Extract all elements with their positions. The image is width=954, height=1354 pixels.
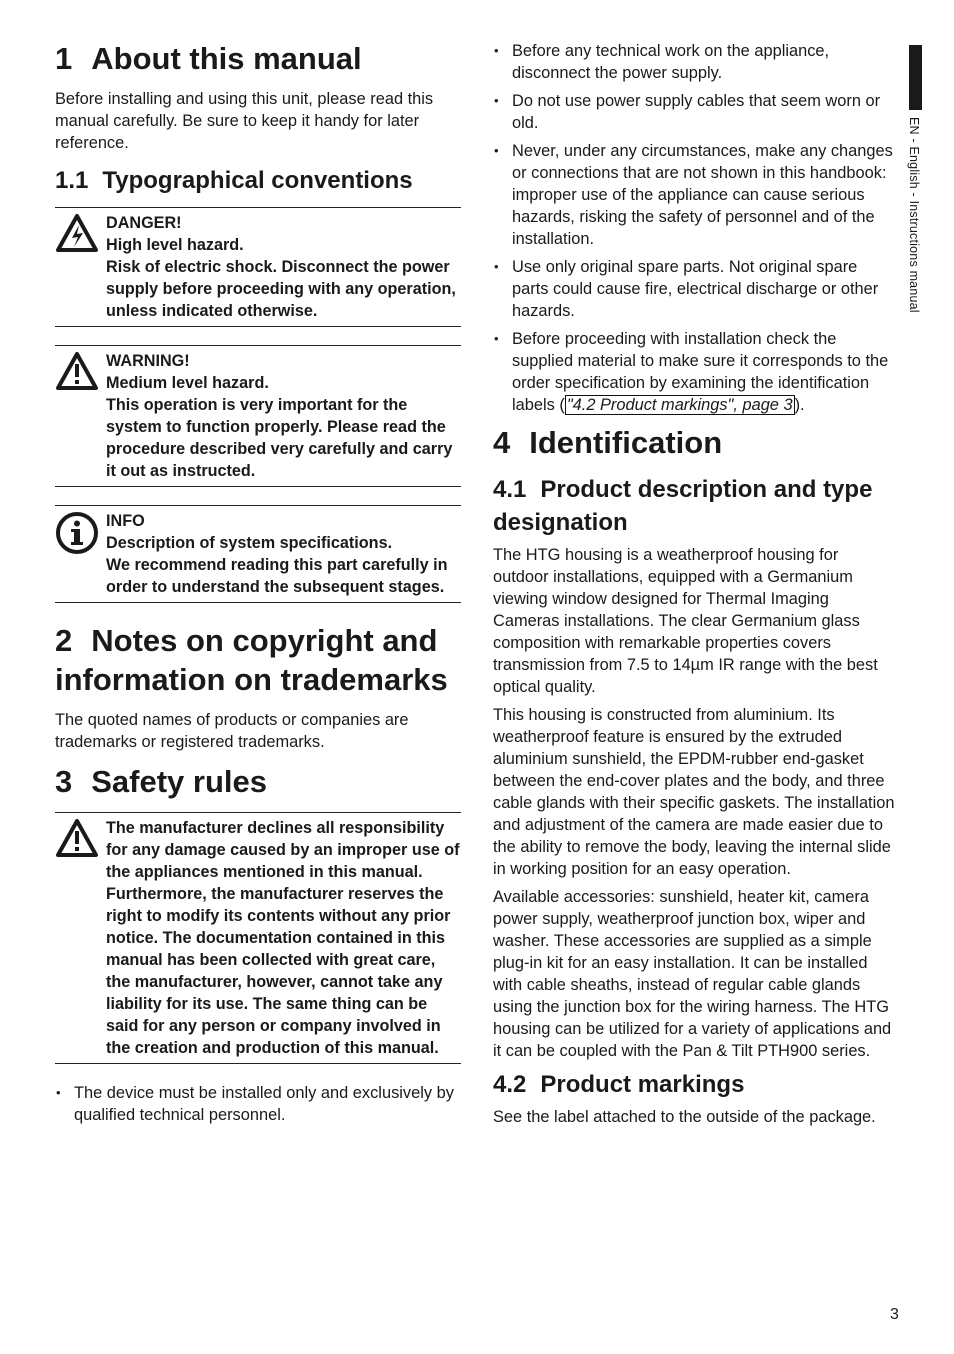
section-number: 4.1: [493, 475, 527, 503]
section-number: 2: [55, 622, 73, 658]
section-4-1-heading: [493, 473, 898, 539]
note-body: We recommend reading this part carefully in order to understand the subsequent stages.: [106, 555, 448, 596]
section-title: Notes on copyright and information on trademarks: [55, 622, 448, 697]
note-title: DANGER!: [106, 213, 182, 232]
list-item-text: Do not use power supply cables that seem worn or old.: [512, 92, 881, 132]
note-level: High level hazard.: [106, 235, 244, 254]
note-title: INFO: [106, 511, 145, 530]
safety-rules-list-right: [493, 40, 898, 416]
section-title: About this manual: [91, 41, 362, 76]
cross-reference-link[interactable]: "4.2 Product markings", page 3: [566, 396, 793, 414]
section-2-heading: [55, 621, 461, 699]
warning-note: [55, 345, 461, 487]
section-title: Identification: [529, 425, 723, 460]
list-item: • The device must be installed only and exclusively by qualified technical personnel.: [56, 1083, 454, 1124]
section-4-2-heading: [493, 1068, 898, 1101]
left-column: [55, 40, 461, 1132]
list-item-text: Never, under any circumstances, make any changes or connections that are not shown in this handbook: improper use of the appliance can cause serious hazards, risking the safety of personnel and of the installation.: [512, 142, 893, 248]
list-item-text: Before any technical work on the appliance, disconnect the power supply.: [512, 42, 830, 82]
info-note: [55, 505, 461, 603]
section-2-body: The quoted names of products or companies are trademarks or registered trademarks.: [55, 710, 409, 751]
section-title: Safety rules: [91, 763, 268, 799]
section-number: 4: [493, 425, 511, 460]
section-4-2-body: See the label attached to the outside of the package.: [493, 1108, 876, 1127]
section-title: Typographical conventions: [102, 166, 413, 194]
exclamation-warning-icon: [55, 350, 106, 482]
right-column: [493, 40, 898, 1128]
list-item-text: Before proceeding with installation check the supplied material to make sure it corresponds to the order specification by examining the identification labels (: [512, 330, 889, 414]
side-tab-label: EN - English - Instructions manual: [907, 117, 921, 313]
section-1-heading: [55, 40, 461, 79]
safety-rules-list-left: [55, 1082, 461, 1126]
page-number: 3: [890, 1306, 899, 1323]
exclamation-warning-icon: [55, 817, 106, 1059]
info-icon: [55, 510, 106, 598]
list-item: • Do not use power supply cables that seem worn or old.: [494, 92, 881, 132]
section-number: 1: [55, 41, 73, 76]
list-item-text: The device must be installed only and exclusively by qualified technical personnel.: [74, 1083, 454, 1124]
section-1-1-heading: [55, 164, 461, 197]
section-title: Product description and type designation: [493, 475, 873, 536]
note-body: This operation is very important for the system to function properly. Please read the procedure described very carefully and carry it out as instructed.: [106, 395, 453, 480]
list-item-text: Use only original spare parts. Not original spare parts could cause fire, electrical discharge or other hazards.: [512, 258, 879, 320]
section-number: 1.1: [55, 166, 89, 194]
section-4-1-paragraph: The HTG housing is a weatherproof housing for outdoor installations, equipped with a Germanium viewing window designed for Thermal Imaging Cameras installations. The clear Germanium glass composition with remarkable properties covers transmission from 7.5 to 14µm IR range with the best optical quality.: [493, 545, 878, 696]
note-level: Medium level hazard.: [106, 373, 269, 392]
side-tab-bar: [909, 45, 922, 110]
list-item-text: ).: [794, 396, 805, 414]
section-4-1-paragraph: Available accessories: sunshield, heater kit, camera power supply, weatherproof junction box, wiper and washer. These accessories are supplied as a simple plug-in kit for an easy installation. It can be installed with cable sheaths, instead of regular cable glands using the junction box for the wiring harness. The HTG housing can be utilized for a variety of applications and it can be coupled with the Pan & Tilt PTH900 series.: [493, 887, 892, 1060]
section-4-1-paragraph: This housing is constructed from aluminium. Its weatherproof feature is ensured by the extruded aluminium sunshield, the EPDM-rubber end-gasket between the end-cover plates and the body, and three cable glands with their specific gaskets. The installation and adjustment of the camera are made easier due to the ability to remove the body, leaving the internal slide in working position for an easy operation.: [493, 705, 895, 878]
note-body: Risk of electric shock. Disconnect the power supply before proceeding with any operation, unless indicated otherwise.: [106, 257, 456, 320]
note-body: The manufacturer declines all responsibility for any damage caused by an improper use of the appliances mentioned in this manual. Furthermore, the manufacturer reserves the right to modify its contents without any prior notice. The documentation contained in this manual has been collected with great care, the manufacturer, however, cannot take any liability for its use. The same thing can be said for any person or company involved in the creation and production of this manual.: [106, 818, 460, 1057]
danger-note: [55, 207, 461, 327]
high-voltage-warning-icon: [55, 212, 106, 322]
section-number: 4.2: [493, 1070, 527, 1098]
section-title: Product markings: [540, 1070, 745, 1098]
note-title: WARNING!: [106, 351, 190, 370]
list-item: • Use only original spare parts. Not original spare parts could cause fire, electrical discharge or other hazards.: [494, 258, 879, 320]
list-item: • Before proceeding with installation check the supplied material to make sure it corresponds to the order specification by examining the identification labels ( "4.2 Product markings", page 3 ).: [494, 330, 889, 414]
safety-warning-note: [55, 812, 461, 1064]
list-item: • Before any technical work on the appliance, disconnect the power supply.: [494, 42, 830, 82]
list-item: • Never, under any circumstances, make any changes or connections that are not shown in this handbook: improper use of the appliance can cause serious hazards, risking the safety of personnel and of the installation.: [494, 142, 893, 248]
section-1-intro: Before installing and using this unit, please read this manual carefully. Be sure to keep it handy for later reference.: [55, 89, 434, 152]
section-3-heading: [55, 763, 461, 802]
section-number: 3: [55, 763, 73, 799]
note-level: Description of system specifications.: [106, 533, 393, 552]
section-4-heading: [493, 424, 898, 463]
